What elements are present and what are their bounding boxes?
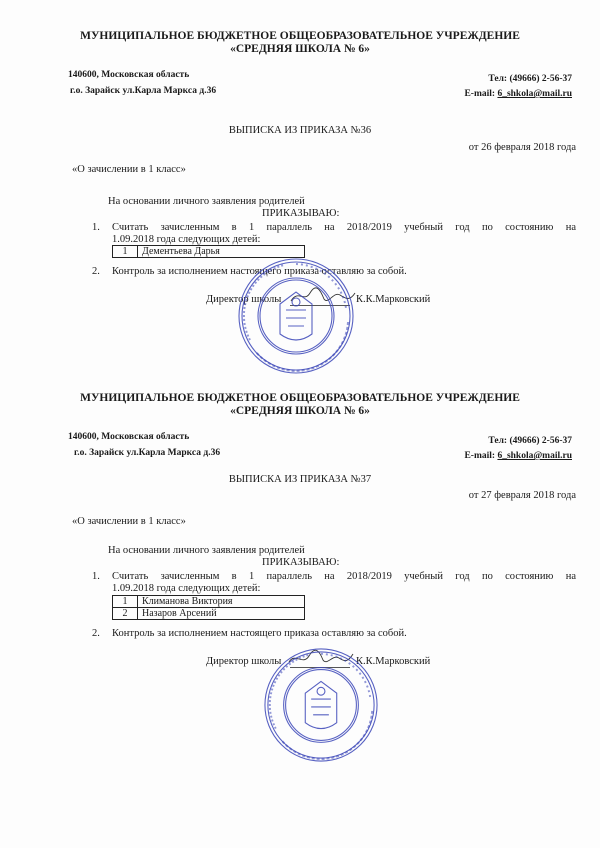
item-2-number: 2. <box>92 266 100 277</box>
table-row <box>113 596 305 608</box>
school-header-line2: «СРЕДНЯЯ ШКОЛА № 6» <box>230 405 370 417</box>
school-header-line2: «СРЕДНЯЯ ШКОЛА № 6» <box>230 43 370 55</box>
order-basis: На основании личного заявления родителей <box>108 196 305 207</box>
item-1-number: 1. <box>92 222 100 233</box>
director-label: Директор школы <box>206 294 282 305</box>
document-date: от 26 февраля 2018 года <box>468 142 576 153</box>
item-1-text-line2: 1.09.2018 года следующих детей: <box>112 234 261 245</box>
order-subject: «О зачислении в 1 класс» <box>72 516 186 527</box>
item-1-text-line1: Считать зачисленным в 1 параллель на 2018/2019 учебный год по состоянию на <box>112 571 576 582</box>
item-1-text-line2: 1.09.2018 года следующих детей: <box>112 583 261 594</box>
phone: Тел: (49666) 2-56-37 <box>488 436 572 446</box>
phone: Тел: (49666) 2-56-37 <box>488 74 572 84</box>
director-name: К.К.Марковский <box>356 656 431 667</box>
email-label: E-mail: <box>464 89 498 99</box>
student-number: 1 <box>113 246 138 258</box>
item-2-number: 2. <box>92 628 100 639</box>
director-name: К.К.Марковский <box>356 294 431 305</box>
document-title: ВЫПИСКА ИЗ ПРИКАЗА №36 <box>228 125 372 136</box>
order-word: ПРИКАЗЫВАЮ: <box>262 557 340 568</box>
address-line2: г.о. Зарайск ул.Карла Маркса д.36 <box>70 86 217 96</box>
school-header-line1: МУНИЦИПАЛЬНОЕ БЮДЖЕТНОЕ ОБЩЕОБРАЗОВАТЕЛЬНОЕ УЧРЕЖДЕНИЕ <box>80 30 520 42</box>
email-line <box>464 89 572 99</box>
school-seal-icon <box>236 256 356 376</box>
email-line <box>464 451 572 461</box>
email-link[interactable]: 6_shkola@mail.ru <box>497 89 572 99</box>
item-1-number: 1. <box>92 571 100 582</box>
student-name: Дементьева Дарья <box>138 246 305 258</box>
table-row <box>113 608 305 620</box>
item-1-text-line1: Считать зачисленным в 1 параллель на 2018/2019 учебный год по состоянию на <box>112 222 576 233</box>
student-name: Назаров Арсений <box>138 608 305 620</box>
director-label: Директор школы <box>206 656 282 667</box>
student-number: 1 <box>113 596 138 608</box>
address-line1: 140600, Московская область <box>68 432 190 442</box>
address-line2: г.о. Зарайск ул.Карла Маркса д.36 <box>74 448 221 458</box>
order-basis: На основании личного заявления родителей <box>108 545 305 556</box>
order-word: ПРИКАЗЫВАЮ: <box>262 208 340 219</box>
item-2-text: Контроль за исполнением настоящего приказа оставляю за собой. <box>112 628 407 639</box>
school-header-line1: МУНИЦИПАЛЬНОЕ БЮДЖЕТНОЕ ОБЩЕОБРАЗОВАТЕЛЬНОЕ УЧРЕЖДЕНИЕ <box>80 392 520 404</box>
document-title: ВЫПИСКА ИЗ ПРИКАЗА №37 <box>228 474 372 485</box>
students-table <box>112 595 305 620</box>
email-link[interactable]: 6_shkola@mail.ru <box>497 451 572 461</box>
student-name: Климанова Виктория <box>138 596 305 608</box>
item-2-text: Контроль за исполнением настоящего приказа оставляю за собой. <box>112 266 407 277</box>
address-line1: 140600, Московская область <box>68 70 190 80</box>
email-label: E-mail: <box>464 451 498 461</box>
student-number: 2 <box>113 608 138 620</box>
school-seal-icon <box>262 646 380 764</box>
order-subject: «О зачислении в 1 класс» <box>72 164 186 175</box>
document-date: от 27 февраля 2018 года <box>468 490 576 501</box>
